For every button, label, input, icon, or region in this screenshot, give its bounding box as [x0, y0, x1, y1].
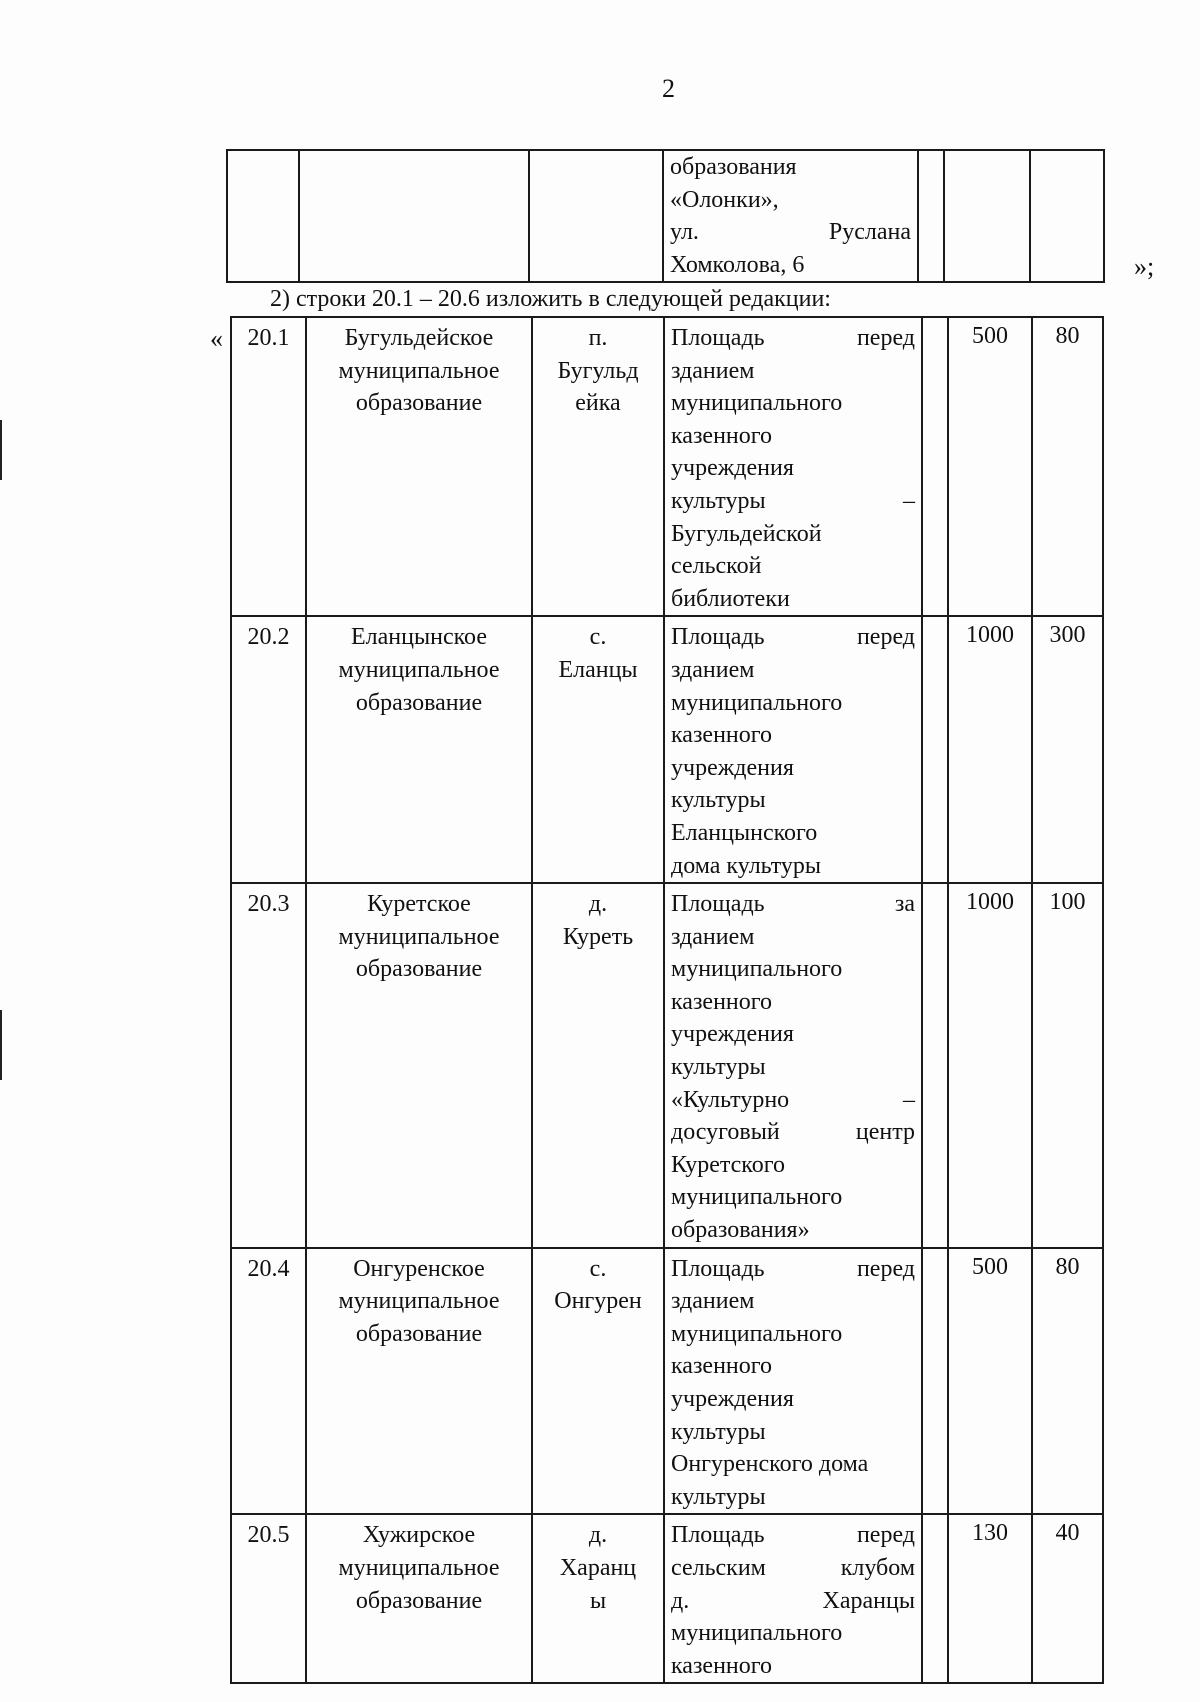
address-line: культуры — [671, 1054, 766, 1081]
value-1: 130 — [948, 1514, 1032, 1683]
location-address — [664, 317, 922, 616]
municipality-name — [306, 1248, 532, 1515]
value-2: 100 — [1032, 883, 1103, 1248]
location-address — [664, 883, 922, 1248]
address-line: сельской — [671, 553, 762, 580]
fragment-address-line: ул. Руслана — [670, 219, 911, 246]
place-line: д. — [588, 1522, 608, 1549]
address-line: культуры — [671, 1418, 766, 1445]
address-line: Бугульдейской — [671, 520, 822, 547]
table-row — [231, 616, 1103, 883]
municipality-name — [306, 1514, 532, 1683]
fragment-cell-place — [529, 150, 663, 282]
row-number: 20.1 — [231, 317, 306, 616]
fragment-address-line: Хомколова, 6 — [670, 251, 805, 278]
settlement — [532, 616, 664, 883]
location-address — [664, 616, 922, 883]
address-line: культуры – — [671, 487, 915, 514]
address-line: зданием — [671, 923, 755, 950]
narrow-column-cell — [922, 883, 948, 1248]
settlement — [532, 317, 664, 616]
municipality-name — [306, 616, 532, 883]
address-line: казенного — [671, 988, 773, 1015]
narrow-column-cell — [922, 317, 948, 616]
name-line: образование — [355, 1320, 483, 1347]
fragment-cell-num — [227, 150, 299, 282]
place-line: с. — [589, 624, 607, 651]
value-2: 40 — [1032, 1514, 1103, 1683]
place-line: Куреть — [562, 923, 634, 950]
settlement — [532, 883, 664, 1248]
address-line: зданием — [671, 1288, 755, 1315]
fragment-cell-v1 — [944, 150, 1030, 282]
address-line: муниципального — [671, 1184, 843, 1211]
fragment-address-line: образования — [670, 154, 797, 180]
address-line: казенного — [671, 422, 773, 449]
locations-table — [230, 316, 1104, 1684]
address-line: муниципального — [671, 1320, 843, 1347]
narrow-column-cell — [922, 1514, 948, 1683]
address-line: культуры — [671, 787, 766, 814]
name-line: Бугульдейское — [344, 325, 494, 351]
value-1: 1000 — [948, 616, 1032, 883]
table-row — [231, 317, 1103, 616]
value-2: 80 — [1032, 317, 1103, 616]
address-line: Площадь перед — [671, 1522, 915, 1549]
address-line: Площадь перед — [671, 624, 915, 651]
address-line: Площадь перед — [671, 325, 915, 351]
row-number: 20.5 — [231, 1514, 306, 1683]
municipality-name — [306, 317, 532, 616]
name-line: образование — [355, 956, 483, 983]
instruction-text: 2) строки 20.1 – 20.6 изложить в следующей редакции: — [270, 286, 831, 312]
value-2: 80 — [1032, 1248, 1103, 1515]
location-address — [664, 1248, 922, 1515]
name-line: образование — [355, 390, 483, 417]
address-line: культуры — [671, 1483, 766, 1510]
address-line: учреждения — [671, 754, 794, 781]
address-line: зданием — [671, 357, 755, 384]
value-1: 1000 — [948, 883, 1032, 1248]
place-line: Харанц — [559, 1554, 637, 1581]
place-line: ейка — [575, 390, 621, 417]
table-row — [231, 883, 1103, 1248]
value-1: 500 — [948, 1248, 1032, 1515]
page-number: 2 — [662, 74, 675, 103]
address-line: муниципального — [671, 390, 843, 417]
address-line: муниципального — [671, 689, 843, 716]
address-line: Еланцынского — [671, 819, 818, 846]
fragment-address-line: «Олонки», — [670, 186, 779, 213]
fragment-cell-address — [663, 150, 918, 282]
name-line: муниципальное — [338, 923, 500, 950]
address-line: дома культуры — [671, 852, 821, 879]
settlement — [532, 1514, 664, 1683]
narrow-column-cell — [922, 1248, 948, 1515]
place-line: Бугульд — [557, 357, 639, 384]
fragment-cell-name — [299, 150, 529, 282]
value-1: 500 — [948, 317, 1032, 616]
address-line: Куретского — [671, 1151, 785, 1178]
location-address — [664, 1514, 922, 1683]
address-line: муниципального — [671, 956, 843, 983]
address-line: сельским клубом — [671, 1554, 915, 1581]
table-row — [231, 1514, 1103, 1683]
address-line: казенного — [671, 1353, 773, 1380]
place-line: Онгурен — [554, 1288, 642, 1315]
name-line: образование — [355, 1587, 483, 1614]
place-line: ы — [589, 1587, 607, 1614]
row-number: 20.2 — [231, 616, 306, 883]
scan-edge-mark — [0, 420, 2, 480]
name-line: муниципальное — [338, 357, 500, 384]
place-line: Еланцы — [558, 656, 638, 683]
municipality-name — [306, 883, 532, 1248]
name-line: образование — [355, 689, 483, 716]
address-line: д. Харанцы — [671, 1587, 915, 1614]
closing-quote-mark: »; — [1134, 252, 1155, 281]
address-line: учреждения — [671, 1021, 794, 1048]
address-line: Площадь перед — [671, 1255, 915, 1282]
address-line: библиотеки — [671, 585, 790, 612]
name-line: муниципальное — [338, 1288, 500, 1315]
address-line: образования» — [671, 1217, 810, 1244]
row-number: 20.4 — [231, 1248, 306, 1515]
fragment-cell-narrow — [918, 150, 944, 282]
address-line: «Культурно – — [671, 1086, 915, 1113]
address-line: Площадь за — [671, 891, 915, 918]
address-line: учреждения — [671, 455, 794, 482]
narrow-column-cell — [922, 616, 948, 883]
place-line: с. — [589, 1255, 607, 1282]
address-line: Онгуренского дома — [671, 1451, 869, 1478]
place-line: п. — [588, 325, 608, 351]
top-fragment-table — [226, 149, 1105, 283]
opening-quote-mark: « — [210, 324, 223, 353]
place-line: д. — [588, 891, 608, 918]
address-line: казенного — [671, 722, 773, 749]
name-line: муниципальное — [338, 1554, 500, 1581]
name-line: Онгуренское — [353, 1255, 485, 1282]
value-2: 300 — [1032, 616, 1103, 883]
name-line: муниципальное — [338, 656, 500, 683]
fragment-cell-v2 — [1030, 150, 1104, 282]
address-line: учреждения — [671, 1386, 794, 1412]
name-line: Куретское — [367, 891, 471, 918]
address-line: зданием — [671, 656, 755, 683]
address-line: муниципального — [671, 1620, 843, 1647]
name-line: Хужирское — [362, 1522, 476, 1549]
scan-edge-mark — [0, 1010, 2, 1080]
address-line: досуговый центр — [671, 1119, 915, 1146]
table-row — [231, 1248, 1103, 1515]
row-number: 20.3 — [231, 883, 306, 1248]
name-line: Еланцынское — [351, 624, 487, 651]
settlement — [532, 1248, 664, 1515]
address-line: казенного — [671, 1652, 773, 1679]
